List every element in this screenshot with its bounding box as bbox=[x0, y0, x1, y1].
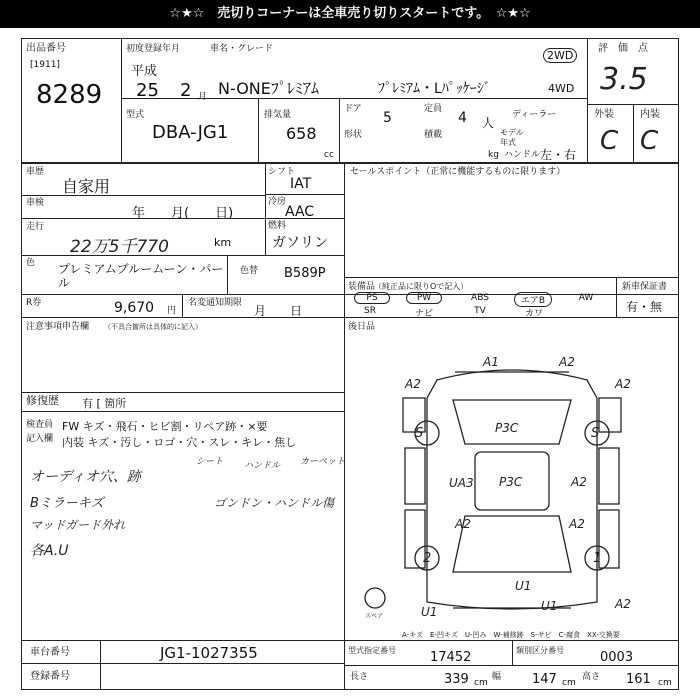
mark-14: U1 bbox=[515, 579, 532, 593]
door: 5 bbox=[383, 110, 392, 126]
yen-unit: 円 bbox=[167, 306, 177, 316]
mark-2: A2 bbox=[405, 377, 421, 391]
cat: 0003 bbox=[600, 650, 634, 665]
mileage-label: 走行 bbox=[26, 222, 45, 232]
door-label: ドア bbox=[344, 104, 362, 114]
drive-2wd: 2WD bbox=[543, 48, 577, 63]
warranty-value: 有・無 bbox=[626, 300, 663, 314]
equip-pw: PW bbox=[406, 292, 442, 304]
len: 339 bbox=[444, 672, 469, 687]
reg-label: 初度登録年月 bbox=[126, 44, 181, 54]
color-change-label: 色替 bbox=[240, 266, 259, 276]
equip-leather: カワ bbox=[524, 309, 543, 319]
lot-number: 8289 bbox=[36, 80, 103, 110]
usage: 自家用 bbox=[62, 177, 111, 196]
eval-label: 評 価 点 bbox=[598, 43, 648, 54]
cap: 4 bbox=[458, 110, 467, 126]
car-name: N-ONEﾌﾟﾚﾐｱﾑ bbox=[218, 79, 319, 98]
model-desig: 17452 bbox=[430, 650, 472, 665]
dealer-label: ディーラー bbox=[512, 110, 557, 120]
equipment-sub: （純正品に限りOで記入） bbox=[374, 282, 469, 291]
lot-label: 出品番号 bbox=[26, 43, 66, 54]
usage-label: 車歴 bbox=[26, 167, 45, 177]
equipment-label: 装備品 bbox=[348, 282, 376, 292]
header-section bbox=[21, 38, 679, 163]
mileage: 22万5千770 bbox=[70, 237, 169, 257]
sub-mark-carpet: カーペット bbox=[300, 457, 346, 467]
recycle-label: R券 bbox=[26, 298, 42, 308]
model-year-label: モデル年式 bbox=[500, 128, 524, 147]
damage-diagram bbox=[345, 340, 679, 620]
hei-label: 高さ bbox=[582, 672, 601, 682]
tax-value: 月 日 bbox=[254, 304, 303, 318]
kg-unit: kg bbox=[488, 150, 499, 160]
shaken: 年 月( 日) bbox=[132, 206, 234, 221]
mark-10: A2 bbox=[455, 517, 471, 531]
spare-label: スペア bbox=[365, 613, 384, 620]
shaken-label: 車検 bbox=[26, 198, 45, 208]
reg-num-label: 登録番号 bbox=[30, 671, 70, 682]
door-fl bbox=[405, 448, 425, 504]
chassis-label: 車台番号 bbox=[30, 647, 70, 658]
mark-0: A1 bbox=[483, 355, 499, 369]
equip-tv: TV bbox=[474, 306, 486, 316]
equip-ps: PS bbox=[354, 292, 390, 304]
notes-sub: （不具合箇所は具体的に記入） bbox=[104, 323, 202, 331]
score: 3.5 bbox=[600, 62, 648, 97]
mark-15: U1 bbox=[421, 605, 438, 619]
color-code: B589P bbox=[284, 266, 326, 281]
mark-12: 2 bbox=[423, 551, 432, 566]
tax-label: 名変通知期限 bbox=[188, 298, 243, 308]
handle-label: ハンドル bbox=[504, 150, 541, 160]
color: プレミアムブルームーン・パール bbox=[58, 262, 224, 290]
hand-note-2: Bミラーキズ bbox=[30, 496, 104, 511]
month-unit: 月 bbox=[198, 92, 208, 102]
equip-abs: ABS bbox=[471, 293, 489, 303]
hei-unit: cm bbox=[658, 678, 672, 688]
shift-label: シフト bbox=[268, 167, 296, 177]
mark-13: 1 bbox=[593, 551, 602, 566]
shape-label: 形状 bbox=[344, 130, 363, 140]
hand-note-5: 各A.U bbox=[30, 543, 69, 559]
lot-sub: [1911] bbox=[30, 60, 60, 70]
sub-mark-seat: シート bbox=[196, 457, 224, 467]
sales-point-label: セールスポイント（正常に機能するものに限ります） bbox=[350, 167, 566, 177]
hei: 161 bbox=[626, 672, 651, 687]
disp-unit: cc bbox=[324, 150, 334, 160]
banner: ☆★☆ 売切りコーナーは全車売り切りスタートです。 ☆★☆ bbox=[0, 0, 700, 28]
damage-legend: A-キズ E-凹キズ U-凹み W-補修跡 S-サビ C-腐食 XX-交換要 bbox=[402, 631, 620, 639]
month: 2 bbox=[180, 80, 192, 101]
mark-3: A2 bbox=[615, 377, 631, 391]
inspector-row-1: FW キズ・飛石・ヒビ割・リペア跡・×要 bbox=[62, 420, 268, 433]
mark-11: A2 bbox=[569, 517, 585, 531]
disp-label: 排気量 bbox=[264, 110, 292, 120]
cat-label: 類別区分番号 bbox=[516, 646, 564, 655]
equip-sr: SR bbox=[364, 306, 376, 316]
name-label: 車名・グレード bbox=[210, 44, 274, 54]
mark-17: A2 bbox=[615, 597, 631, 611]
wid-label: 幅 bbox=[492, 672, 502, 682]
era: 平成 bbox=[131, 64, 158, 79]
mark-9: A2 bbox=[571, 475, 587, 489]
hand-note-3: マッドガード外れ bbox=[30, 518, 126, 532]
hand-note-4: ゴンドン・ハンドル傷 bbox=[214, 496, 335, 510]
int-label: 内装 bbox=[640, 109, 660, 120]
km-unit: km bbox=[214, 236, 232, 249]
repair-label: 修復歴 bbox=[26, 394, 59, 407]
wid: 147 bbox=[532, 672, 557, 687]
mark-4: P3C bbox=[495, 421, 519, 435]
notes-label: 注意事項申告欄 bbox=[26, 322, 90, 332]
inspector-label-2: 記入欄 bbox=[26, 434, 54, 444]
model-label: 型式 bbox=[126, 110, 145, 120]
year: 25 bbox=[136, 80, 159, 101]
mark-7: UA3 bbox=[449, 476, 474, 490]
color-label: 色 bbox=[26, 258, 36, 268]
model-desig-label: 型式指定番号 bbox=[348, 646, 396, 655]
shift: IAT bbox=[290, 176, 312, 192]
ac: AAC bbox=[285, 204, 315, 220]
fuel: ガソリン bbox=[272, 235, 328, 251]
sub-mark-handle: ハンドル bbox=[244, 461, 281, 471]
spare-tire bbox=[365, 588, 385, 608]
fuel-label: 燃料 bbox=[268, 221, 287, 231]
inspector-label-1: 検査員 bbox=[26, 420, 54, 430]
ext-label: 外装 bbox=[594, 109, 614, 120]
drive-4wd: 4WD bbox=[548, 82, 575, 95]
equip-navi: ナビ bbox=[414, 309, 433, 319]
cap-label: 定員 bbox=[424, 104, 443, 114]
len-unit: cm bbox=[474, 678, 488, 688]
mark-6: S bbox=[591, 426, 600, 441]
load-label: 積載 bbox=[424, 130, 443, 140]
model: DBA-JG1 bbox=[152, 122, 229, 143]
grade: ﾌﾟﾚﾐｱﾑ・Lﾊﾟｯｹｰｼﾞ bbox=[378, 81, 491, 97]
hand-note-1: オーディオ穴、跡 bbox=[30, 469, 141, 485]
mark-16: U1 bbox=[541, 599, 558, 613]
repair: 有 [ 箇所 bbox=[82, 397, 127, 410]
chassis: JG1-1027355 bbox=[160, 644, 258, 662]
handle: 左・右 bbox=[540, 148, 577, 162]
ac-label: 冷房 bbox=[268, 197, 287, 207]
ext-grade: C bbox=[600, 126, 619, 156]
mark-1: A2 bbox=[559, 355, 575, 369]
mirror-right bbox=[599, 398, 621, 432]
mark-8: P3C bbox=[499, 475, 523, 489]
equip-aw: AW bbox=[578, 293, 594, 303]
wid-unit: cm bbox=[562, 678, 576, 688]
equip-airbag: エアB bbox=[514, 292, 552, 307]
disp: 658 bbox=[286, 124, 317, 143]
rear-label: 後日品 bbox=[348, 322, 376, 332]
recycle: 9,670 bbox=[114, 300, 155, 316]
cap-unit: 人 bbox=[482, 116, 495, 130]
int-grade: C bbox=[640, 126, 659, 156]
warranty-label: 新車保証書 bbox=[622, 282, 668, 292]
len-label: 長さ bbox=[350, 672, 369, 682]
door-fr bbox=[599, 448, 619, 504]
mark-5: S bbox=[415, 426, 424, 441]
inspector-row-2: 内装 キズ・汚し・ロゴ・穴・スレ・キレ・焦し bbox=[62, 436, 297, 449]
